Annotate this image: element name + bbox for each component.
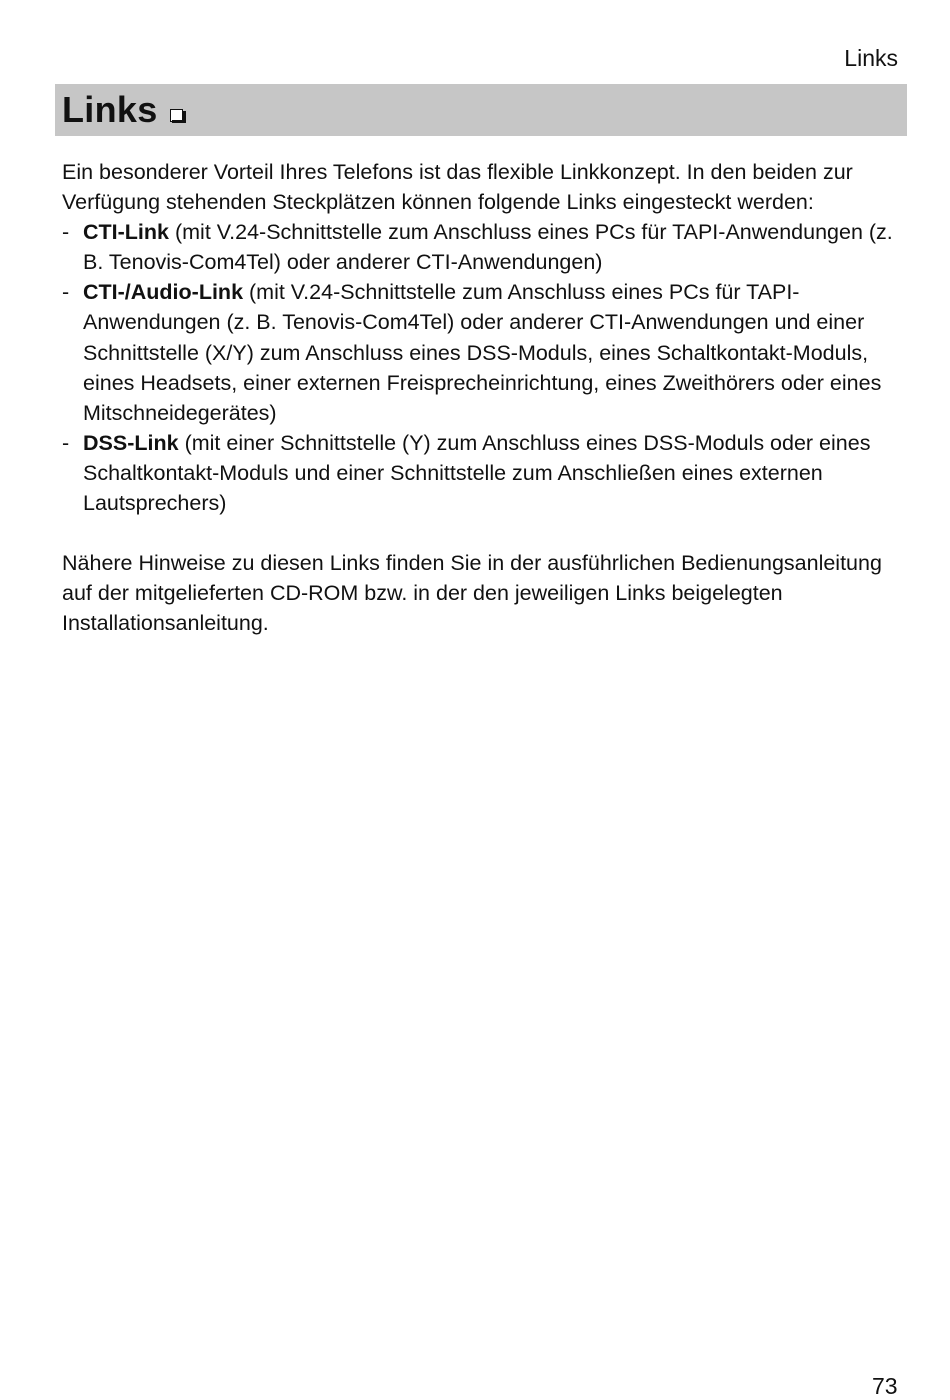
running-header: Links bbox=[844, 45, 898, 71]
link-list bbox=[62, 217, 907, 518]
link-name: CTI-Link bbox=[83, 220, 169, 245]
link-description: (mit V.24-Schnittstelle zum Anschluss eines PCs für TAPI-Anwendungen (z. B. Tenovis-Com4Tel) oder anderer CTI-Anwendungen) bbox=[83, 220, 893, 275]
list-dash: - bbox=[62, 220, 70, 245]
paragraph-spacer bbox=[62, 518, 907, 548]
list-item bbox=[62, 277, 907, 427]
link-description: (mit einer Schnittstelle (Y) zum Anschluss eines DSS-Moduls oder eines Schaltkontakt-Moduls und einer Schnittstelle zum Anschließen eines externen Lautsprechers) bbox=[83, 430, 871, 516]
list-dash: - bbox=[62, 280, 70, 305]
link-name: CTI-/Audio-Link bbox=[83, 280, 244, 305]
outro-paragraph: Nähere Hinweise zu diesen Links finden Sie in der ausführlichen Bedienungsanleitung auf der mitgelieferten CD-ROM bzw. in der den jeweiligen Links beigelegten Installationsanleitung. bbox=[62, 551, 882, 636]
section-title: Links bbox=[62, 89, 158, 130]
checkbox-square-icon bbox=[170, 109, 185, 124]
list-dash: - bbox=[62, 430, 70, 455]
section-title-bar bbox=[55, 84, 907, 136]
intro-paragraph: Ein besonderer Vorteil Ihres Telefons ist das flexible Linkkonzept. In den beiden zur Verfügung stehenden Steckplätzen können folgende Links eingesteckt werden: bbox=[62, 160, 853, 215]
link-name: DSS-Link bbox=[83, 430, 179, 455]
page-number: 73 bbox=[872, 1373, 898, 1399]
body-content bbox=[62, 157, 907, 638]
list-item bbox=[62, 428, 907, 518]
list-item bbox=[62, 217, 907, 277]
link-description: (mit V.24-Schnittstelle zum Anschluss eines PCs für TAPI-Anwendungen (z. B. Tenovis-Com4Tel) oder anderer CTI-Anwendungen und einer Schnittstelle (X/Y) zum Anschluss eines DSS-Moduls, eines Schaltkontakt-Moduls, eines Headsets, einer externen Freisprecheinrichtung, eines Zweithörers oder eines Mitschneidegerätes) bbox=[83, 280, 882, 425]
